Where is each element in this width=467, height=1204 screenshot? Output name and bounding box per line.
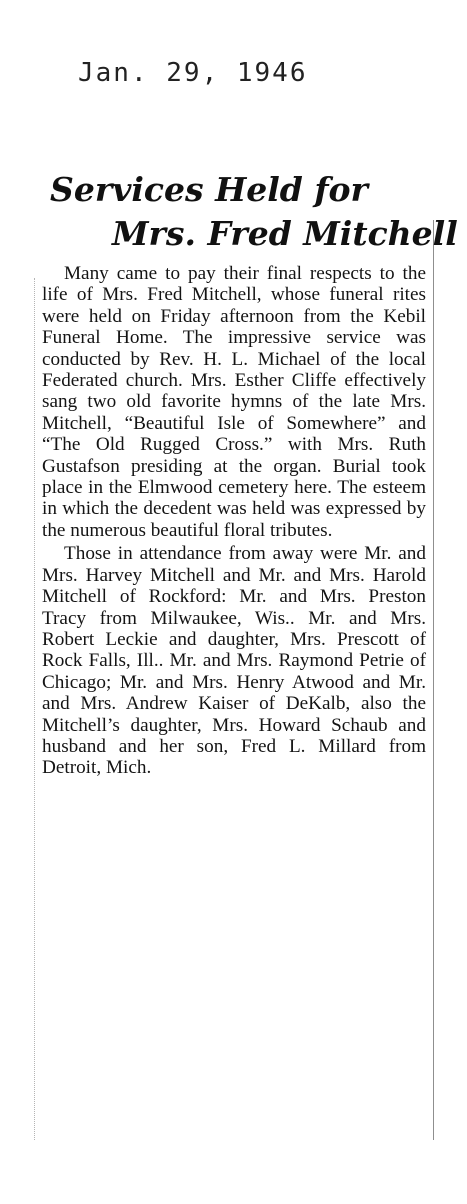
article-body <box>42 263 426 779</box>
clipping-date: Jan. 29, 1946 <box>78 58 308 88</box>
newspaper-clipping <box>34 160 458 1145</box>
headline-line-2: Mrs. Fred Mitchell <box>112 214 458 253</box>
clipping-right-edge <box>431 220 434 1140</box>
clipping-left-edge <box>34 278 37 1140</box>
article-paragraph-2: Those in attendance from away were Mr. and Mrs. Harvey Mitchell and Mr. and Mrs. Harold Mitchell of Rockford: Mr. and Mrs. Preston Tracy from Milwaukee, Wis.. Mr. and Mrs. Robert Leckie and daughter, Mrs. Prescott of Rock Falls, Ill.. Mr. and Mrs. Raymond Petrie of Chicago; Mr. and Mrs. Henry Atwood and Mr. and Mrs. Andrew Kaiser of DeKalb, also the Mitchell’s daughter, Mrs. Howard Schaub and husband and her son, Fred L. Millard from Detroit, Mich. <box>42 543 426 779</box>
article-headline <box>48 168 458 256</box>
headline-line-1: Services Held for <box>50 170 368 209</box>
article-paragraph-1: Many came to pay their final respects to the life of Mrs. Fred Mitchell, whose funeral rites were held on Friday afternoon from the Kebil Funeral Home. The impressive service was conducted by Rev. H. L. Michael of the local Federated church. Mrs. Esther Cliffe effectively sang two old favorite hymns of the late Mrs. Mitchell, “Beautiful Isle of Somewhere” and “The Old Rugged Cross.” with Mrs. Ruth Gustafson presiding at the organ. Burial took place in the Elmwood cemetery here. The esteem in which the decedent was held was expressed by the numerous beautiful floral tributes. <box>42 263 426 541</box>
